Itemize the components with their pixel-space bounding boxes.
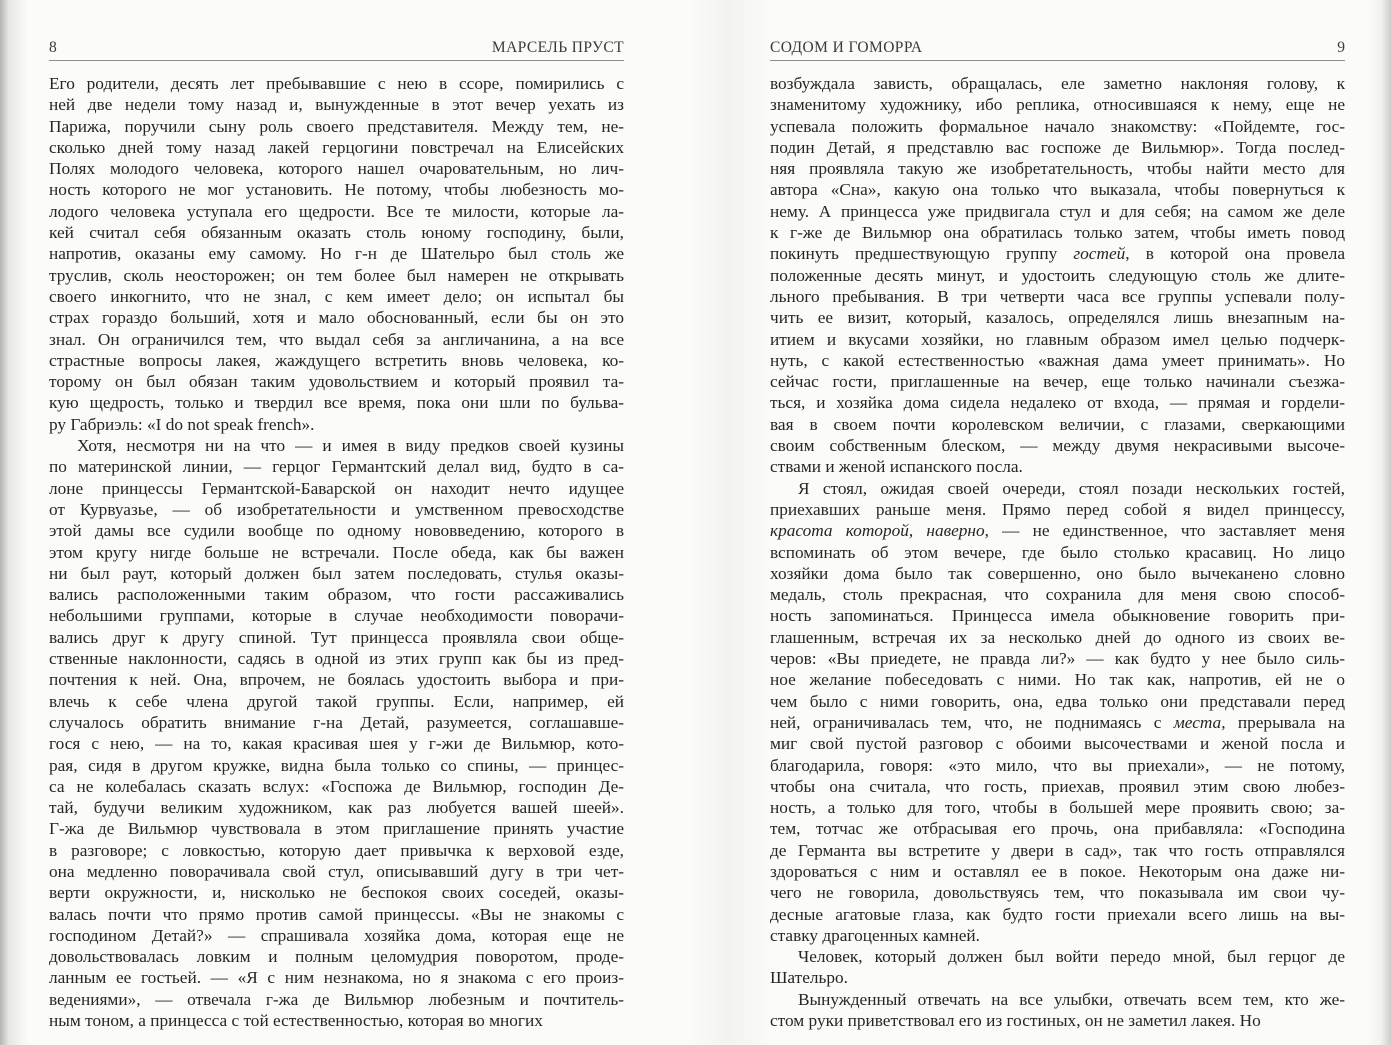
text-line: от Курвуазье, — об изобретательности и умственном превосходстве: [49, 499, 624, 519]
text-line: лоне принцессы Германтской-Баварской он находит нечто идущее: [49, 478, 624, 498]
text-line: труслив, сколь неосторожен; он тем более был намерен не открывать: [49, 265, 624, 285]
text-line: десные агатовые глаза, как будто гости приехали всего лишь на вы-: [770, 904, 1345, 924]
text-line: миг свой пустой разговор с обоими высочествами и женой посла и: [770, 734, 1345, 754]
text-line: няя проявляла такую же изобретательность, чтобы найти место для: [770, 159, 1345, 179]
text-line: де Германта вы встретите у двери в сад», так что гость отправлялся: [770, 840, 1345, 860]
text-line: почтения к ней. Она, впрочем, не боялась удостоить выбора и при-: [49, 670, 624, 690]
text-line: приехавших раньше меня. Прямо перед собой я видел принцессу,: [770, 499, 1345, 519]
text-line: возбуждала зависть, обращалась, еле заметно наклоняя голову, к: [770, 74, 1345, 93]
text-line: Парижа, поручили сыну роль своего представителя. Между тем, не-: [49, 116, 624, 136]
text-line: валась почти что прямо против самой принцессы. «Вы не знакомы с: [49, 904, 624, 924]
text-line: господином Детай?» — спрашивала хозяйка дома, которая еще не: [49, 925, 624, 945]
running-head-title: СОДОМ И ГОМОРРА: [770, 39, 923, 56]
text-line: тем, тотчас же отбрасывая его прочь, она прибавляла: «Господина: [770, 819, 1345, 839]
text-line: в разговоре; с ловкостью, которую дает привычка к верховой езде,: [49, 840, 624, 860]
text-line: по материнской линии, — герцог Германтский делал вид, будто в са-: [49, 457, 624, 477]
running-head-author: МАРСЕЛЬ ПРУСТ: [491, 39, 624, 56]
text-line: влечь к себе члена другой такой группы. Если, например, ей: [49, 691, 624, 711]
text-line: итием и вкусами хозяйки, но главным образом имел целью подчерк-: [770, 329, 1345, 349]
text-line: ней две недели тому назад и, вынужденные в этот вечер уехать из: [49, 95, 624, 115]
page-number-right: 9: [1337, 39, 1345, 56]
text-line: подин Детай, я представлю вас госпоже де Вильмюр». Тогда послед-: [770, 137, 1345, 157]
text-line: черов: «Вы приедете, не правда ли?» — как будто у нее было силь-: [770, 649, 1345, 669]
left-page: [49, 0, 624, 1045]
text-line: стом руки приветствовал его из гостиных, он не заметил лакея. Но: [770, 1011, 1261, 1031]
text-line: ться, и хозяйка дома сидела недалеко от входа, — прямая и гордели-: [770, 393, 1345, 413]
text-line: са не колебалась сказать вслух: «Госпожа де Вильмюр, господин Де-: [49, 776, 624, 796]
text-line: Я стоял, ожидая своей очереди, стоял позади нескольких гостей,: [798, 478, 1345, 498]
left-page-body: [49, 73, 624, 1031]
page-number-left: 8: [49, 39, 57, 56]
text-line: кую щедрость, только и твердил все время, пока они шли по бульва-: [49, 393, 624, 413]
text-line: кей считал себя обязанным оказать столь юному господину, были,: [49, 223, 624, 243]
text-line: успевала положить формальное начало знакомству: «Пойдемте, гос-: [770, 116, 1345, 136]
text-line: красота которой, наверно, — не единственное, что заставляет меня: [770, 521, 1346, 541]
left-page-header: [49, 37, 624, 57]
text-line: Полях молодого человека, которого нашел очаровательным, но лич-: [49, 159, 624, 179]
text-line: ность, а только для того, чтобы в большей мере проявить свою; за-: [770, 798, 1345, 818]
text-line: рая, сидя в другом кружке, видна была только со спины, — принцес-: [49, 755, 624, 775]
text-line: здороваться с ним и оставлял ее в покое. Некоторым она даже ни-: [770, 861, 1345, 881]
text-line: вались друг к другу спиной. Тут принцесса проявляла свои обще-: [49, 627, 624, 647]
text-line: Хотя, несмотря ни на что — и имея в виду предков своей кузины: [77, 436, 624, 456]
text-line: льного пребывания. В три четверти часа все группы успевали полу-: [770, 286, 1345, 306]
text-line: ней, ограничивалась тем, что, не поднимаясь с места, прерывала на: [770, 712, 1345, 732]
text-line: верти окружности, и, нисколько не беспокоя своих соседей, оказы-: [49, 883, 624, 903]
text-line: чтобы она считала, что гость, приехав, проявил этим свою любез-: [770, 776, 1345, 796]
text-line: вались расположенными таким образом, что гости рассаживались: [49, 585, 624, 605]
text-line: вая в своем почти королевском величии, с глазами, сверкающими: [770, 414, 1345, 434]
text-line: этой дамы все судили вообще по одному нововведению, которого в: [49, 521, 624, 541]
text-line: Вынужденный отвечать на все улыбки, отвечать всем тем, кто же-: [798, 989, 1345, 1009]
text-line: медаль, столь прекрасная, что сохранила для меня свою способ-: [770, 585, 1345, 605]
text-line: хозяйки дома было так совершенно, оно было вычеканено словно: [770, 563, 1345, 583]
header-rule-left: [49, 60, 624, 61]
text-line: автора «Сна», какую она только что выказала, чтобы повернуться к: [770, 180, 1345, 200]
text-line: сейчас гости, приглашенные на вечер, еще только начинали съезжа-: [770, 372, 1345, 392]
text-line: знаменитому художнику, ибо реплика, относившаяся к нему, еще не: [770, 95, 1345, 115]
right-page: [770, 0, 1345, 1045]
text-line: страстные вопросы лакея, жаждущего встретить вновь человека, ко-: [49, 350, 624, 370]
text-line: небольшими группами, которые в случае необходимости поворачи-: [49, 606, 624, 626]
text-line: положенные десять минут, и удостоить следующую столь же длите-: [770, 265, 1345, 285]
text-line: к г-же де Вильмюр она обратилась только затем, чтобы иметь повод: [770, 223, 1345, 243]
text-line: ру Габриэль: «I do not speak french».: [49, 414, 315, 434]
text-line: Шательро.: [770, 968, 848, 988]
text-line: ное желание побеседовать с ними. Но так как, напротив, ей не о: [770, 670, 1345, 690]
text-line: нему. А принцесса уже придвигала стул и для себя; на самом же деле: [770, 201, 1345, 221]
text-line: нуть, с какой естественностью «важная дама умеет принимать». Но: [770, 350, 1345, 370]
text-line: покинуть предшествующую группу гостей, в которой она провела: [770, 244, 1345, 264]
text-line: чего не говорила, довольствуясь тем, что показывала им свои чу-: [770, 883, 1345, 903]
text-line: тай, будучи великим художником, как раз любуется вашей шеей».: [49, 798, 624, 818]
text-line: Г-жа де Вильмюр чувствовала в этом приглашение принять участие: [49, 819, 624, 839]
text-line: ставку драгоценных камней.: [770, 925, 980, 945]
text-line: сколько дней тому назад лакей герцогини повстречал на Елисейских: [49, 137, 624, 157]
text-line: этом кругу нигде больше не встречали. После обеда, как бы важен: [49, 542, 624, 562]
text-line: ведениями», — отвечала г-жа де Вильмюр любезным и почтитель-: [49, 989, 624, 1009]
text-line: благодарила, говоря: «это мило, что вы приехали», — не потому,: [770, 755, 1345, 775]
text-line: лодого человека уступала его щедрости. Все те милости, которые ла-: [49, 201, 624, 221]
text-line: ность запоминаться. Принцесса имела обыкновение говорить при-: [770, 606, 1345, 626]
text-line: ным тоном, а принцесса с той естественностью, которая во многих: [49, 1011, 543, 1031]
text-line: торому он был обязан таким удовольствием и который проявил та-: [49, 372, 624, 392]
text-line: ность которого не мог установить. Не потому, чтобы любезность мо-: [49, 180, 624, 200]
text-line: она медленно поворачивала свой стул, описывавший дугу в три чет-: [49, 861, 624, 881]
text-line: довольствовалась ловким и полным целомудрия поворотом, проде-: [49, 947, 624, 967]
right-page-body: [770, 73, 1345, 1031]
text-line: ственные наклонности, садясь в одной из этих групп как бы из пред-: [49, 649, 624, 669]
text-line: случалось обратить внимание г-на Детай, разумеется, соглашавше-: [49, 712, 624, 732]
text-line: своим собственным блеском, — между двумя некрасивыми высоче-: [770, 436, 1345, 456]
header-rule-right: [770, 60, 1345, 61]
text-line: напротив, оказаны ему самому. Но г-н де Шательро был столь же: [49, 244, 624, 264]
right-page-header: [770, 37, 1345, 57]
text-line: Его родители, десять лет пребывавшие с нею в ссоре, помирились с: [49, 74, 624, 93]
text-line: знал. Он ограничился тем, что выдал себя за англичанина, а на все: [49, 329, 624, 349]
text-line: чем было с ними говорить, она, едва только они представали перед: [770, 691, 1345, 711]
text-line: чить ее визит, который, казалось, определялся лишь внезапным на-: [770, 308, 1345, 328]
text-line: ланным ее гостьей. — «Я с ним незнакома, но я знакома с его произ-: [49, 968, 624, 988]
text-line: своего инкогнито, что не знал, с кем имеет дело; он испытал бы: [49, 286, 624, 306]
text-line: страх гораздо больший, хотя и мало обоснованный, если бы он это: [49, 308, 624, 328]
text-line: Человек, который должен был войти передо мной, был герцог де: [798, 947, 1345, 967]
text-line: вспоминать об этом вечере, где было столько красавиц. Но лицо: [770, 542, 1345, 562]
text-line: ни был раут, который должен был затем последовать, стулья оказы-: [49, 563, 624, 583]
text-line: глашенным, встречая их за несколько дней до одного из своих ве-: [770, 627, 1345, 647]
text-line: гося с нею, — на то, какая красивая шея у г-жи де Вильмюр, кото-: [49, 734, 624, 754]
text-line: ствами и женой испанского посла.: [770, 457, 1023, 477]
